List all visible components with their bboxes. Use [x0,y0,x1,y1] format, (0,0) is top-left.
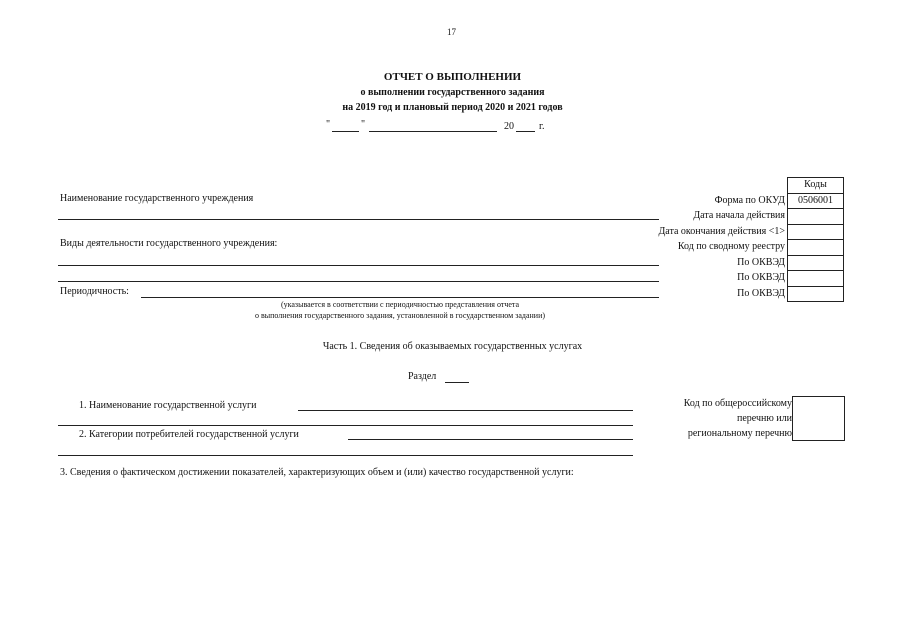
code-label-line-3: региональному перечню [687,428,792,439]
codes-cell-okved-1[interactable] [788,255,844,271]
codes-label-okud: Форма по ОКУД [714,194,785,206]
part1-heading: Часть 1. Сведения об оказываемых государственных услугах [322,341,583,352]
codes-cell-okved-2[interactable] [788,271,844,287]
report-title: ОТЧЕТ О ВЫПОЛНЕНИИ [383,71,522,83]
item1-service-name-line-2[interactable] [58,425,633,426]
item3-indicators-label: 3. Сведения о фактическом достижении показателей, характеризующих объем и (или) качество государственной услуги: [60,467,574,478]
codes-cell-registry[interactable] [788,240,844,256]
codes-label-registry: Код по сводному реестру [677,241,785,252]
codes-label-okved-1: По ОКВЭД [737,256,785,268]
item2-consumer-category-line-2[interactable] [58,455,633,456]
date-month-blank[interactable] [369,131,497,132]
code-label-line-2: перечню или [736,413,792,424]
codes-cell-okud[interactable]: 0506001 [788,193,844,209]
date-quote-open: " [326,119,331,130]
report-subtitle: о выполнении государственного задания [360,87,545,98]
codes-label-end-date: Дата окончания действия <1> [658,225,785,237]
section-number-blank[interactable] [445,382,469,383]
item2-consumer-category-label: 2. Категории потребителей государственной услуги [79,429,299,440]
activity-types-line-1[interactable] [58,265,659,266]
periodicity-label: Периодичность: [60,286,129,297]
codes-table [787,177,844,302]
periodicity-line[interactable] [141,297,659,298]
codes-label-okved-3: По ОКВЭД [737,287,785,299]
date-year-suffix: г. [539,121,545,132]
codes-cell-end-date[interactable] [788,224,844,240]
item1-service-name-line[interactable] [298,410,633,411]
date-year-blank[interactable] [516,131,535,132]
report-period: на 2019 год и плановый период 2020 и 2021 годов [342,102,563,113]
codes-labels [560,177,786,301]
institution-name-line[interactable] [58,219,659,220]
activity-types-line-2[interactable] [58,281,659,282]
codes-label-spacer [560,177,786,193]
code-label-line-1: Код по общероссийскому [683,398,792,409]
periodicity-note-1: (указывается в соответствии с периодичностью представления отчета [280,300,520,309]
codes-cell-okved-3[interactable] [788,286,844,302]
periodicity-note-2: о выполнения государственного задания, установленной в государственном задании) [254,311,546,320]
date-day-blank[interactable] [332,131,359,132]
codes-cell-start-date[interactable] [788,209,844,225]
institution-name-label: Наименование государственного учреждения [60,193,254,204]
item1-service-name-label: 1. Наименование государственной услуги [79,400,257,411]
date-year-prefix: 20 [504,121,514,132]
activity-types-label: Виды деятельности государственного учреждения: [60,238,278,249]
page-number: 17 [447,27,456,37]
date-quote-close: " [361,119,366,130]
codes-header: Коды [788,178,844,194]
codes-label-okved-2: По ОКВЭД [737,272,785,283]
section-label: Раздел [408,371,437,382]
codes-label-start-date: Дата начала действия [693,210,785,221]
item2-consumer-category-line[interactable] [348,439,633,440]
service-code-box[interactable] [792,396,845,441]
